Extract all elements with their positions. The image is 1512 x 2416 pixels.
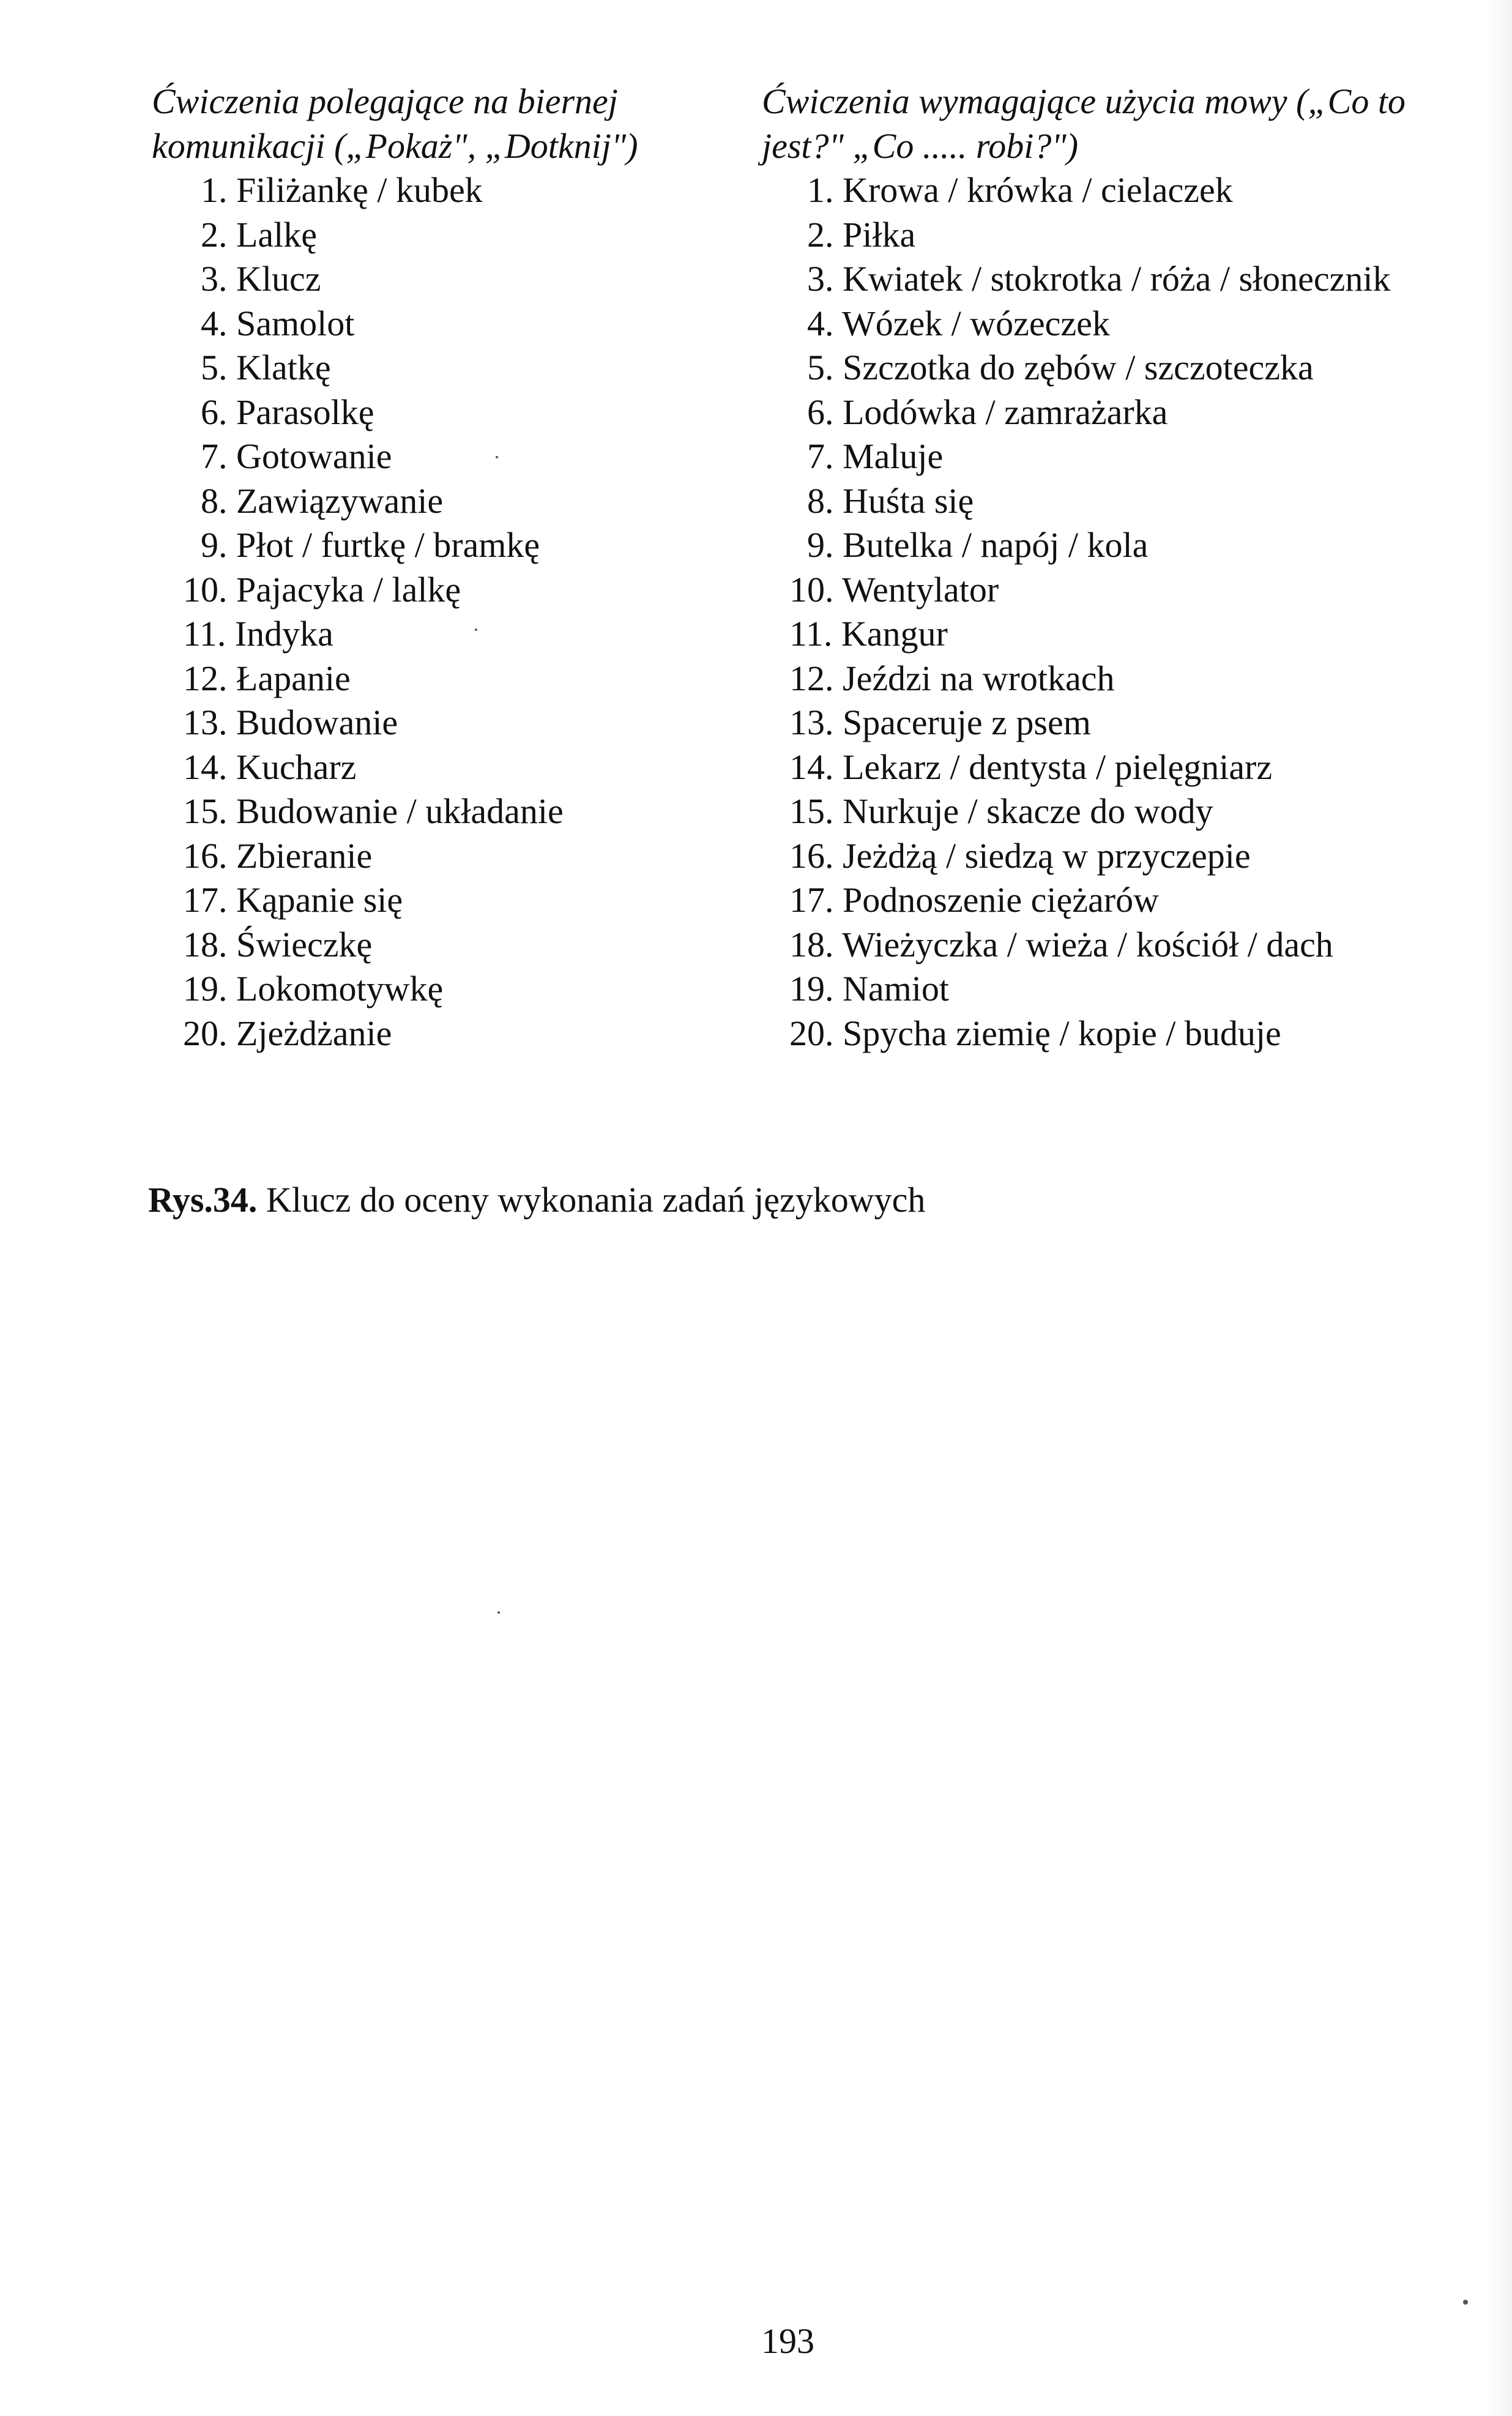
list-item-text: Jeżdżą / siedzą w przyczepie (843, 835, 1251, 876)
list-item (152, 1012, 751, 1056)
list-item-text: Lokomotywkę (236, 969, 444, 1009)
list-item-number: 17. (183, 880, 228, 920)
list-item-text: Gotowanie (236, 436, 392, 476)
list-item (152, 612, 751, 657)
right-column-heading: Ćwiczenia wymagające użycia mowy („Co to jest?" „Co ..... robi?") (762, 81, 1406, 166)
list-item-number: 9. (807, 525, 834, 565)
list-item (759, 302, 1462, 346)
list-item (759, 390, 1462, 435)
left-column (152, 80, 751, 1056)
list-item (152, 479, 751, 524)
list-item-number: 2. (201, 214, 228, 255)
list-item-text: Szczotka do zębów / szczoteczka (843, 348, 1314, 387)
list-item (152, 434, 751, 479)
list-item-number: 20. (789, 1013, 834, 1053)
list-item-text: Płot / furtkę / bramkę (236, 525, 540, 565)
list-item-number: 17. (789, 880, 834, 920)
list-item (152, 878, 751, 923)
list-item-text: Jeździ na wrotkach (843, 658, 1115, 698)
list-item (152, 302, 751, 346)
list-item-number: 2. (807, 214, 834, 255)
list-item-text: Lalkę (236, 214, 318, 255)
page-edge-shadow (1484, 0, 1512, 2416)
list-item (152, 390, 751, 435)
list-item-text: Kwiatek / stokrotka / róża / słonecznik (843, 259, 1391, 299)
list-item-text: Wieżyczka / wieża / kościół / dach (841, 924, 1333, 964)
list-item (759, 434, 1462, 479)
list-item-number: 8. (201, 480, 228, 521)
list-item-text: Budowanie (236, 703, 398, 742)
list-item-text: Filiżankę / kubek (236, 170, 483, 210)
list-item (759, 1012, 1462, 1056)
list-item-text: Parasolkę (236, 392, 374, 432)
list-item-text: Klucz (236, 259, 321, 299)
list-item-text: Kucharz (236, 747, 357, 787)
list-item-number: 15. (789, 791, 834, 831)
list-item-text: Kąpanie się (236, 880, 403, 920)
scan-speck (496, 456, 498, 458)
list-item (152, 923, 751, 968)
list-item-text: Zjeżdżanie (236, 1013, 392, 1053)
left-column-heading: Ćwiczenia polegające na biernej komunikacji („Pokaż", „Dotknij") (152, 81, 638, 166)
list-item (759, 479, 1462, 524)
list-item (152, 257, 751, 302)
list-item (152, 745, 751, 790)
list-item (152, 657, 751, 701)
list-item (759, 745, 1462, 790)
right-column (759, 80, 1462, 1056)
list-item-text: Klatkę (236, 348, 331, 387)
list-item-number: 5. (201, 348, 228, 387)
list-item-number: 12. (789, 658, 834, 698)
list-item-text: Lodówka / zamrażarka (843, 392, 1168, 432)
page-number: 193 (761, 2321, 814, 2361)
list-item (759, 834, 1462, 879)
list-item-number: 4. (807, 303, 834, 343)
list-item (759, 701, 1462, 745)
list-item-number: 7. (201, 436, 228, 476)
list-item-number: 1. (201, 170, 228, 210)
list-item (152, 568, 751, 613)
list-item (759, 878, 1462, 923)
list-item (759, 168, 1462, 213)
left-exercise-list (152, 168, 751, 1056)
list-item-number: 16. (183, 835, 228, 876)
list-item-number: 11. (183, 614, 226, 654)
list-item (152, 789, 751, 834)
list-item-number: 19. (789, 969, 834, 1009)
list-item-text: Piłka (843, 214, 916, 255)
scan-speck (1463, 2300, 1468, 2305)
list-item (759, 612, 1462, 657)
list-item (759, 523, 1462, 568)
list-item-number: 9. (201, 525, 228, 565)
list-item-number: 18. (183, 924, 228, 964)
list-item (759, 346, 1462, 390)
scan-speck (475, 628, 477, 631)
list-item-text: Indyka (234, 614, 333, 654)
list-item-text: Zbieranie (236, 835, 373, 876)
list-item-text: Maluje (843, 436, 944, 476)
list-item-text: Krowa / krówka / cielaczek (843, 170, 1233, 210)
list-item-number: 10. (183, 569, 228, 610)
list-item-number: 4. (201, 303, 228, 343)
list-item (759, 967, 1462, 1012)
list-item (759, 213, 1462, 258)
list-item-text: Spaceruje z psem (843, 703, 1091, 742)
list-item-number: 18. (789, 924, 834, 964)
list-item-text: Wózek / wózeczek (841, 303, 1110, 343)
list-item-number: 19. (183, 969, 228, 1009)
list-item (759, 568, 1462, 613)
list-item-text: Kangur (841, 614, 948, 654)
figure-caption (148, 1178, 925, 1222)
figure-caption-text: Klucz do oceny wykonania zadań językowych (266, 1180, 926, 1220)
list-item-text: Wentylator (841, 569, 999, 610)
list-item-text: Zawiązywanie (236, 480, 444, 521)
list-item (152, 168, 751, 213)
list-item-text: Budowanie / układanie (236, 791, 564, 831)
list-item-number: 13. (183, 703, 228, 742)
list-item-number: 10. (789, 569, 834, 610)
list-item-number: 16. (789, 835, 834, 876)
list-item-text: Pajacyka / lalkę (236, 569, 461, 610)
right-exercise-list (759, 168, 1462, 1056)
list-item-number: 7. (807, 436, 834, 476)
list-item (152, 701, 751, 745)
list-item-number: 12. (183, 658, 228, 698)
list-item-text: Lekarz / dentysta / pielęgniarz (843, 747, 1273, 787)
list-item (152, 346, 751, 390)
list-item-text: Huśta się (843, 480, 974, 521)
list-item-text: Samolot (236, 303, 355, 343)
list-item-text: Podnoszenie ciężarów (843, 880, 1159, 920)
list-item (759, 789, 1462, 834)
list-item (152, 967, 751, 1012)
list-item (152, 213, 751, 258)
list-item-number: 20. (183, 1013, 228, 1053)
list-item-number: 3. (807, 259, 834, 299)
list-item (152, 834, 751, 879)
list-item-number: 5. (807, 348, 834, 387)
list-item-text: Butelka / napój / kola (843, 525, 1149, 565)
list-item-number: 14. (789, 747, 834, 787)
list-item (759, 923, 1462, 968)
list-item-number: 11. (789, 614, 833, 654)
list-item-number: 6. (807, 392, 834, 432)
list-item-text: Nurkuje / skacze do wody (843, 791, 1213, 831)
list-item-text: Spycha ziemię / kopie / buduje (843, 1013, 1281, 1053)
list-item-text: Namiot (843, 969, 949, 1009)
list-item-number: 15. (183, 791, 228, 831)
list-item-number: 13. (789, 703, 834, 742)
list-item-text: Łapanie (236, 658, 351, 698)
list-item (759, 257, 1462, 302)
list-item (152, 523, 751, 568)
list-item-number: 6. (201, 392, 228, 432)
list-item-number: 14. (183, 747, 228, 787)
list-item-number: 3. (201, 259, 228, 299)
list-item-number: 8. (807, 480, 834, 521)
list-item-number: 1. (807, 170, 834, 210)
scan-speck (497, 1611, 500, 1614)
list-item (759, 657, 1462, 701)
figure-caption-label: Rys.34. (148, 1180, 258, 1220)
list-item-text: Świeczkę (236, 924, 373, 964)
